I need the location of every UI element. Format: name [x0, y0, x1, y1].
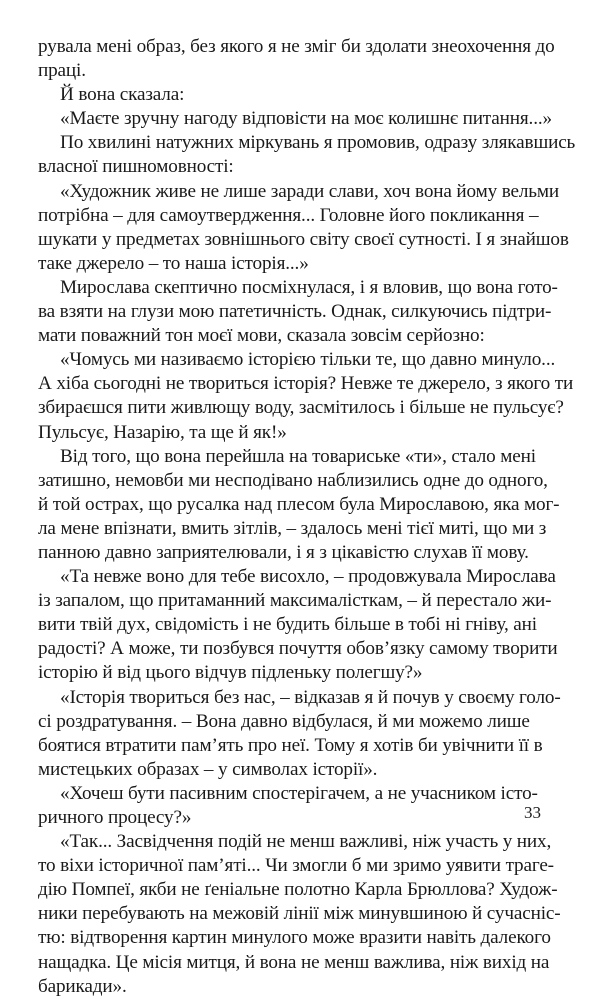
text-line: «Так... Засвідчення подій не менш важливі, ніж участь у них, — [60, 831, 552, 853]
text-line: нащадка. Це місія митця, й вона не менш важлива, ніж вихід на — [38, 951, 550, 973]
text-line: барикади». — [38, 975, 127, 997]
text-line: затишно, немовби ми несподівано наблизились одне до одного, — [38, 469, 548, 491]
text-line: тю: відтворення картин минулого може вразити навіть далекого — [38, 927, 551, 949]
text-line: «Маєте зручну нагоду відповісти на моє колишнє питання...» — [60, 108, 552, 130]
text-line: Від того, що вона перейшла на товариське «ти», стало мені — [60, 445, 536, 467]
text-line: власної пишномовності: — [38, 156, 234, 178]
text-line: «Та невже воно для тебе висохло, – продовжувала Мирослава — [60, 566, 556, 588]
text-line: панною давно заприятелювали, і я з цікавістю слухав її мову. — [38, 541, 529, 563]
text-line: ла мене впізнати, вмить зітлів, – здалось мені тієї миті, що ми з — [38, 517, 547, 539]
text-line: «Хочеш бути пасивним спостерігачем, а не учасником істо- — [60, 782, 538, 804]
text-line: потрібна – для самоутвердження... Головне його покликання – — [38, 204, 539, 226]
text-line: «Історія твориться без нас, – відказав я й почув у своєму голо- — [60, 686, 561, 708]
text-line: радості? А може, ти позбувся почуття обов’язку самому творити — [38, 638, 558, 660]
text-line: рувала мені образ, без якого я не зміг би здолати знеохочення до — [38, 36, 555, 57]
text-line: вити твій дух, свідомість і не будить більше в тобі ні гніву, ані — [38, 614, 537, 636]
text-line: Й вона сказала: — [60, 84, 185, 106]
text-line: сі роздратування. – Вона давно відбулася, й ми можемо лише — [38, 710, 530, 732]
text-line: ва взяти на глузи мою патетичність. Однак, силкуючись підтри- — [38, 301, 552, 323]
text-line: мистецьких образах – у символах історії». — [38, 758, 378, 780]
text-line: Пульсує, Назарію, та ще й як!» — [38, 421, 287, 443]
text-line: А хіба сьогодні не твориться історія? Невже те джерело, з якого ти — [38, 373, 574, 395]
text-line: то віхи історичної пам’яті... Чи змогли б ми зримо уявити траге- — [38, 855, 554, 877]
page-number: 33 — [524, 803, 541, 822]
text-line: історію й від цього відчув підленьку полегшу?» — [38, 662, 423, 684]
text-line: Мирослава скептично посміхнулася, і я вловив, що вона гото- — [60, 276, 558, 298]
text-line: ники перебувають на межовій лінії між минувшиною й сучасніс- — [38, 903, 561, 925]
text-line: із запалом, що притаманний максималісткам, – й перестало жи- — [38, 590, 552, 612]
text-line: ричного процесу?» — [38, 807, 192, 828]
text-line: «Чомусь ми називаємо історією тільки те, що давно минуло... — [60, 349, 556, 371]
text-line: праці. — [38, 60, 86, 82]
text-line: По хвилині натужних міркувань я промовив, одразу злякавшись — [60, 132, 576, 154]
text-line: збираєшся пити живлющу воду, засмітилось і більше не пульсує? — [38, 397, 564, 419]
text-line: шукати у предметах зовнішнього світу своєї сутності. І я знайшов — [38, 228, 569, 250]
text-line: й той острах, що русалка над плесом була Мирославою, яка мог- — [38, 493, 560, 515]
text-line: боятися втратити пам’ять про неї. Тому я хотів би увічнити її в — [38, 734, 543, 756]
text-line: мати поважний тон моєї мови, сказала зовсім серйозно: — [38, 325, 485, 347]
text-line: «Художник живе не лише заради слави, хоч вона йому вельми — [60, 180, 559, 202]
text-line: таке джерело – то наша історія...» — [38, 252, 309, 274]
text-line: дію Помпеї, якби не ґеніальне полотно Карла Брюллова? Худож- — [38, 879, 558, 901]
